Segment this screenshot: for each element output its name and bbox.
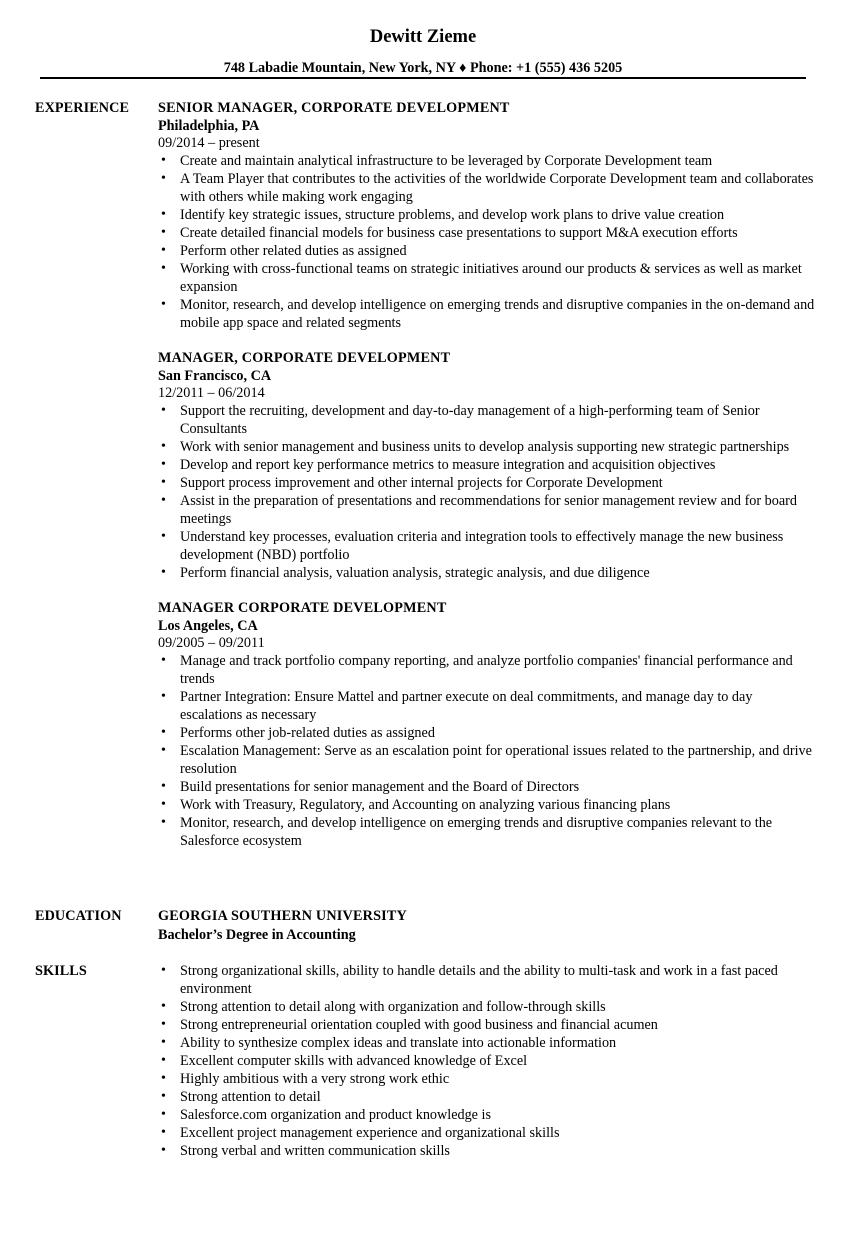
bullet-text: Performs other job-related duties as assigned xyxy=(180,725,435,741)
bullet-icon: • xyxy=(161,999,166,1014)
bullet-text: Working with cross-functional teams on strategic initiatives around our products & services as well as market expansion xyxy=(180,261,802,295)
job-dates: 09/2005 – 09/2011 xyxy=(158,635,265,651)
job-entry xyxy=(158,349,818,582)
job-title: MANAGER CORPORATE DEVELOPMENT xyxy=(158,600,447,616)
bullet-text: Manage and track portfolio company reporting, and analyze portfolio companies' financial performance and trends xyxy=(180,653,793,687)
job-bullets xyxy=(158,652,818,850)
skill-item xyxy=(158,1142,818,1160)
bullet-icon: • xyxy=(161,1143,166,1158)
bullet-text: Perform other related duties as assigned xyxy=(180,243,407,259)
bullet-item xyxy=(158,564,818,582)
skill-item xyxy=(158,1106,818,1124)
bullet-text: Support the recruiting, development and day-to-day management of a high-performing team of Senior Consultants xyxy=(180,403,760,437)
bullet-item xyxy=(158,796,818,814)
bullet-icon: • xyxy=(161,1035,166,1050)
job-location: San Francisco, CA xyxy=(158,368,272,384)
bullet-icon: • xyxy=(161,225,166,240)
skill-text: Strong attention to detail xyxy=(180,1089,321,1105)
bullet-icon: • xyxy=(161,153,166,168)
skill-item xyxy=(158,1124,818,1142)
skill-text: Ability to synthesize complex ideas and translate into actionable information xyxy=(180,1035,617,1051)
skills-body xyxy=(158,962,818,1160)
skill-text: Strong organizational skills, ability to handle details and the ability to multi-task and work in a fast paced environment xyxy=(180,963,778,997)
bullet-item xyxy=(158,438,818,456)
skill-text: Strong attention to detail along with organization and follow-through skills xyxy=(180,999,606,1015)
skill-item xyxy=(158,1052,818,1070)
job-entry xyxy=(158,99,818,332)
bullet-text: Support process improvement and other internal projects for Corporate Development xyxy=(180,475,663,491)
bullet-text: Develop and report key performance metrics to measure integration and acquisition objectives xyxy=(180,457,716,473)
bullet-icon: • xyxy=(161,689,166,704)
skills-label: SKILLS xyxy=(35,963,87,979)
candidate-name: Dewitt Zieme xyxy=(369,27,477,47)
bullet-icon: • xyxy=(161,815,166,830)
bullet-item xyxy=(158,402,818,438)
bullet-icon: • xyxy=(161,457,166,472)
bullet-icon: • xyxy=(161,653,166,668)
bullet-text: Monitor, research, and develop intelligence on emerging trends and disruptive companies in the on-demand and mobile app space and related segments xyxy=(180,297,815,331)
bullet-icon: • xyxy=(161,1125,166,1140)
bullet-text: Understand key processes, evaluation criteria and integration tools to effectively manage the new business development (NBD) portfolio xyxy=(180,529,784,563)
bullet-item xyxy=(158,528,818,564)
job-title: MANAGER, CORPORATE DEVELOPMENT xyxy=(158,350,451,366)
bullet-icon: • xyxy=(161,439,166,454)
bullet-text: Perform financial analysis, valuation analysis, strategic analysis, and due diligence xyxy=(180,565,650,581)
bullet-item xyxy=(158,170,818,206)
bullet-item xyxy=(158,492,818,528)
job-location: Los Angeles, CA xyxy=(158,618,258,634)
bullet-icon: • xyxy=(161,1017,166,1032)
bullet-icon: • xyxy=(161,797,166,812)
contact-line: 748 Labadie Mountain, New York, NY ♦ Phone: +1 (555) 436 5205 xyxy=(223,60,623,76)
bullet-icon: • xyxy=(161,475,166,490)
bullet-icon: • xyxy=(161,779,166,794)
bullet-item xyxy=(158,778,818,796)
job-location: Philadelphia, PA xyxy=(158,118,260,134)
education-label: EDUCATION xyxy=(35,908,122,924)
bullet-item xyxy=(158,814,818,850)
skill-text: Excellent computer skills with advanced knowledge of Excel xyxy=(180,1053,528,1069)
bullet-text: Work with Treasury, Regulatory, and Accounting on analyzing various financing plans xyxy=(180,797,671,813)
bullet-icon: • xyxy=(161,243,166,258)
job-dates: 12/2011 – 06/2014 xyxy=(158,385,265,401)
bullet-icon: • xyxy=(161,1089,166,1104)
job-bullets xyxy=(158,152,818,332)
degree: Bachelor’s Degree in Accounting xyxy=(158,927,356,943)
bullet-icon: • xyxy=(161,963,166,978)
bullet-text: Build presentations for senior management and the Board of Directors xyxy=(180,779,580,795)
bullet-icon: • xyxy=(161,1107,166,1122)
header-divider xyxy=(40,77,806,79)
bullet-text: Work with senior management and business units to develop analysis supporting new strategic partnerships xyxy=(180,439,790,455)
bullet-icon: • xyxy=(161,1053,166,1068)
bullet-item xyxy=(158,724,818,742)
education-body xyxy=(158,907,818,945)
bullet-text: A Team Player that contributes to the activities of the worldwide Corporate Development team and collaborates with others while making work engaging xyxy=(180,171,814,205)
bullet-item xyxy=(158,652,818,688)
bullet-item xyxy=(158,688,818,724)
bullet-text: Monitor, research, and develop intelligence on emerging trends and disruptive companies relevant to the Salesforce ecosystem xyxy=(180,815,773,849)
school-name: GEORGIA SOUTHERN UNIVERSITY xyxy=(158,908,408,924)
bullet-icon: • xyxy=(161,403,166,418)
skill-item xyxy=(158,1070,818,1088)
bullet-item xyxy=(158,224,818,242)
bullet-icon: • xyxy=(161,565,166,580)
job-bullets xyxy=(158,402,818,582)
bullet-icon: • xyxy=(161,261,166,276)
bullet-icon: • xyxy=(161,1071,166,1086)
skill-text: Highly ambitious with a very strong work ethic xyxy=(180,1071,450,1087)
bullet-item xyxy=(158,206,818,224)
bullet-icon: • xyxy=(161,297,166,312)
bullet-item xyxy=(158,152,818,170)
bullet-text: Assist in the preparation of presentations and recommendations for senior management review and for board meetings xyxy=(180,493,797,527)
bullet-text: Escalation Management: Serve as an escalation point for operational issues related to the partnership, and drive resolution xyxy=(180,743,812,777)
bullet-icon: • xyxy=(161,529,166,544)
skill-text: Strong verbal and written communication skills xyxy=(180,1143,450,1159)
bullet-icon: • xyxy=(161,743,166,758)
bullet-item xyxy=(158,456,818,474)
bullet-item xyxy=(158,296,818,332)
experience-label: EXPERIENCE xyxy=(35,100,130,116)
bullet-icon: • xyxy=(161,725,166,740)
bullet-icon: • xyxy=(161,171,166,186)
bullet-item xyxy=(158,742,818,778)
skill-text: Strong entrepreneurial orientation coupled with good business and financial acumen xyxy=(180,1017,658,1033)
skills-list xyxy=(158,962,818,1160)
experience-jobs xyxy=(158,99,818,867)
skill-item xyxy=(158,1088,818,1106)
bullet-icon: • xyxy=(161,493,166,508)
bullet-text: Partner Integration: Ensure Mattel and partner execute on deal commitments, and manage day to day escalations as necessary xyxy=(180,689,753,723)
job-title: SENIOR MANAGER, CORPORATE DEVELOPMENT xyxy=(158,100,510,116)
bullet-text: Identify key strategic issues, structure problems, and develop work plans to drive value creation xyxy=(180,207,725,223)
skill-text: Excellent project management experience and organizational skills xyxy=(180,1125,560,1141)
bullet-text: Create detailed financial models for business case presentations to support M&A execution efforts xyxy=(180,225,738,241)
skill-item xyxy=(158,1016,818,1034)
job-entry xyxy=(158,599,818,850)
skill-text: Salesforce.com organization and product knowledge is xyxy=(180,1107,491,1123)
bullet-item xyxy=(158,474,818,492)
skill-item xyxy=(158,962,818,998)
bullet-icon: • xyxy=(161,207,166,222)
bullet-item xyxy=(158,242,818,260)
job-dates: 09/2014 – present xyxy=(158,135,260,151)
bullet-item xyxy=(158,260,818,296)
skill-item xyxy=(158,1034,818,1052)
bullet-text: Create and maintain analytical infrastructure to be leveraged by Corporate Development team xyxy=(180,153,713,169)
skill-item xyxy=(158,998,818,1016)
